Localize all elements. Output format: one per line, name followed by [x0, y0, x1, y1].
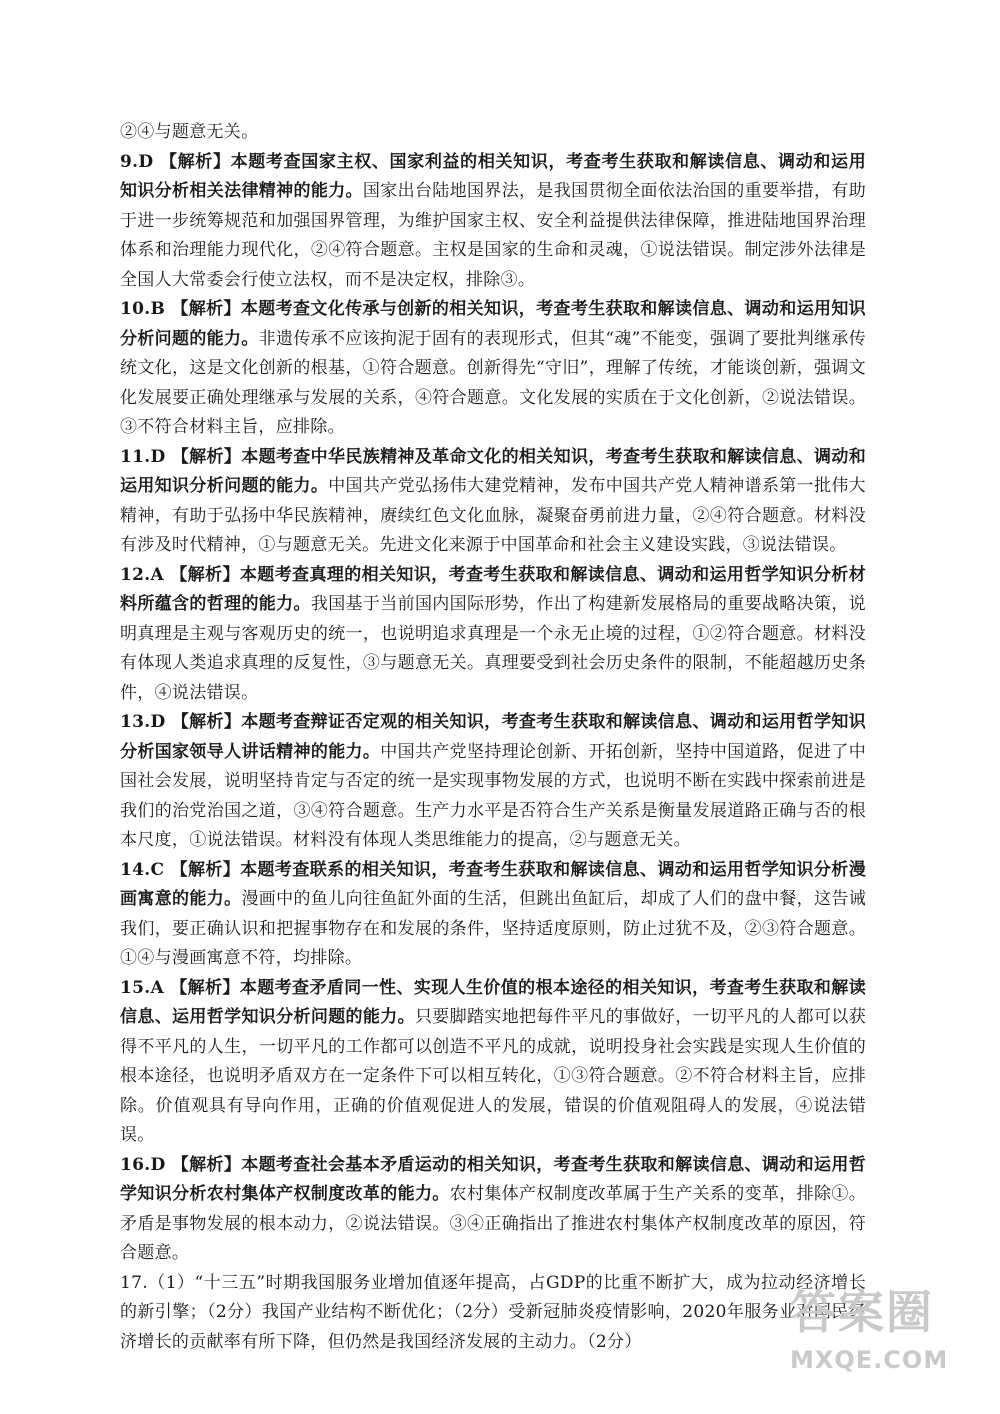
watermark: [790, 1276, 970, 1386]
watermark-url: MXQE.COM: [790, 1346, 949, 1374]
answer-paragraph-12: 12.A 【解析】本题考查真理的相关知识，考查考生获取和解读信息、调动和运用哲学知识分析材料所蕴含的哲理的能力。我国基于当前国内国际形势，作出了构建新发展格局的重要战略决策，说明真理是主观与客观历史的统一，也说明追求真理是一个永无止境的过程，①②符合题意。材料没有体现人类追求真理的反复性，③与题意无关。真理要受到社会历史条件的限制，不能超越历史条件，④说法错误。: [120, 564, 866, 703]
answer-paragraph-15: 15.A 【解析】本题考查矛盾同一性、实现人生价值的根本途径的相关知识，考查考生获取和解读信息、运用哲学知识分析问题的能力。只要脚踏实地把每件平凡的事做好，一切平凡的人都可以获得不平凡的人生，一切平凡的工作都可以创造不平凡的成就，说明投身社会实践是实现人生价值的根本途径，也说明矛盾双方在一定条件下可以相互转化，①③符合题意。②不符合材料主旨，应排除。价值观具有导向作用，正确的价值观促进人的发展，错误的价值观阻碍人的发展，④说法错误。: [120, 977, 866, 1145]
answer-paragraph-14: 14.C 【解析】本题考查联系的相关知识，考查考生获取和解读信息、调动和运用哲学知识分析漫画寓意的能力。漫画中的鱼儿向往鱼缸外面的生活，但跳出鱼缸后，却成了人们的盘中餐，这告诫我们，要正确认识和把握事物存在和发展的条件，坚持适度原则，防止过犹不及，②③符合题意。①④与漫画寓意不符，均排除。: [120, 859, 866, 968]
answer-paragraph-11: 11.D 【解析】本题考查中华民族精神及革命文化的相关知识，考查考生获取和解读信息、调动和运用知识分析问题的能力。中国共产党弘扬伟大建党精神，发布中国共产党人精神谱系第一批伟大精神，有助于弘扬中华民族精神，赓续红色文化血脉，凝聚奋勇前进力量，②④符合题意。材料没有涉及时代精神，①与题意无关。先进文化来源于中国革命和社会主义建设实践，③说法错误。: [120, 446, 866, 555]
answer-paragraph-13: 13.D 【解析】本题考查辩证否定观的相关知识，考查考生获取和解读信息、调动和运用哲学知识分析国家领导人讲话精神的能力。中国共产党坚持理论创新、开拓创新，坚持中国道路，促进了中国社会发展，说明坚持肯定与否定的统一是实现事物发展的方式，也说明不断在实践中探索前进是我们的治党治国之道，③④符合题意。生产力水平是否符合生产关系是衡量发展道路正确与否的根本尺度，①说法错误。材料没有体现人类思维能力的提高，②与题意无关。: [120, 712, 866, 850]
answer-paragraph-10: 10.B 【解析】本题考查文化传承与创新的相关知识，考查考生获取和解读信息、调动和运用知识分析问题的能力。非遗传承不应该拘泥于固有的表现形式，但其“魂”不能变，强调了要批判继承传统文化，这是文化创新的根基，①符合题意。创新得先“守旧”，理解了传统，才能谈创新，强调文化发展要正确处理继承与发展的关系，④符合题意。文化发展的实质在于文化创新，②说法错误。③不符合材料主旨，应排除。: [120, 299, 866, 437]
answer-paragraph-17: 17.（1）“十三五”时期我国服务业增加值逐年提高，占GDP的比重不断扩大，成为拉动经济增长的新引擎；（2分）我国产业结构不断优化；（2分）受新冠肺炎疫情影响，2020年服务业对国民经济增长的贡献率有所下降，但仍然是我国经济发展的主动力。（2分）: [120, 1272, 866, 1352]
answer-paragraph-9: 9.D 【解析】本题考查国家主权、国家利益的相关知识，考查考生获取和解读信息、调动和运用知识分析相关法律精神的能力。国家出台陆地国界法，是我国贯彻全面依法治国的重要举措，有助于进一步统筹规范和加强国界管理，为维护国家主权、安全利益提供法律保障，推进陆地国界治理体系和治理能力现代化，②④符合题意。主权是国家的生命和灵魂，①说法错误。制定涉外法律是全国人大常委会行使立法权，而不是决定权，排除③。: [120, 151, 867, 290]
watermark-logo: 答案圈: [790, 1285, 934, 1339]
document-body: [120, 118, 866, 1357]
answer-paragraph-cont: ②④与题意无关。: [120, 122, 259, 142]
answer-paragraph-16: 16.D 【解析】本题考查社会基本矛盾运动的相关知识，考查考生获取和解读信息、调动和运用哲学知识分析农村集体产权制度改革的能力。农村集体产权制度改革属于生产关系的变革，排除①。矛盾是事物发展的根本动力，②说法错误。③④正确指出了推进农村集体产权制度改革的原因，符合题意。: [120, 1154, 867, 1263]
